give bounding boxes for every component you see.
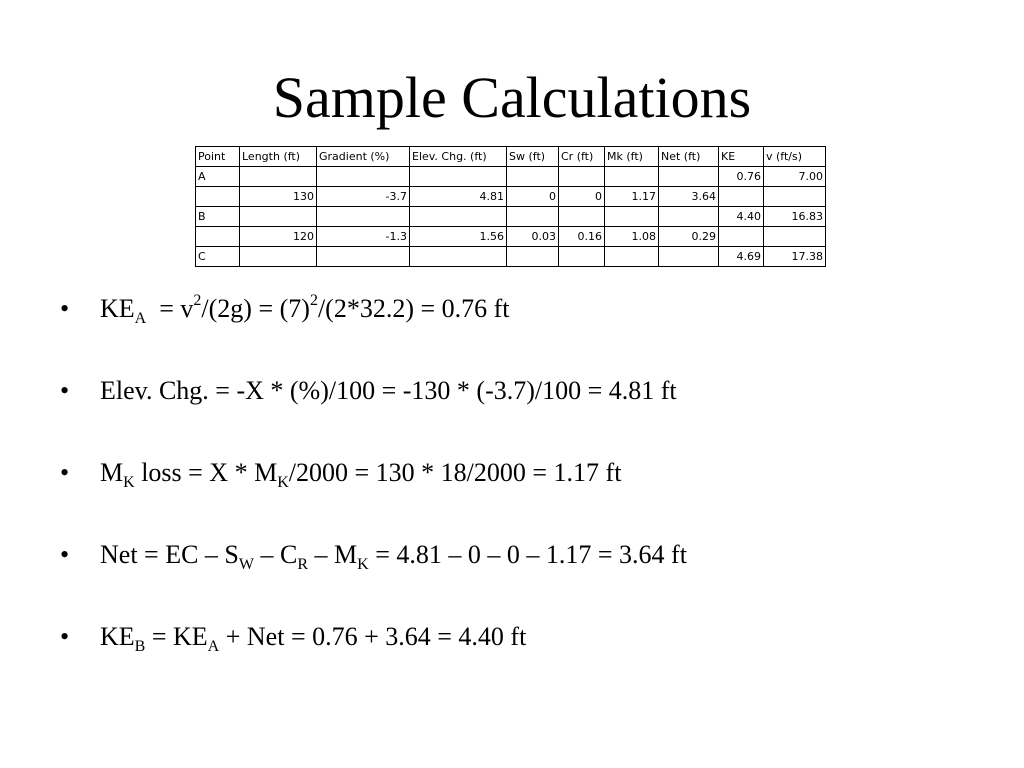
cell-length [240,207,317,227]
cell-velocity: 7.00 [764,167,826,187]
cell-ke [719,187,764,207]
header-mk: Mk (ft) [605,147,659,167]
table-row [196,227,826,247]
cell-ke: 4.40 [719,207,764,227]
cell-cr [559,167,605,187]
cell-sw [507,247,559,267]
header-sw: Sw (ft) [507,147,559,167]
bullet-text-part: = KE [145,622,208,651]
header-velocity: v (ft/s) [764,147,826,167]
bullet-item [60,372,687,454]
cell-elev-chg [410,167,507,187]
cell-velocity [764,187,826,207]
cell-sw: 0 [507,187,559,207]
bullet-supscript: 2 [309,292,318,309]
bullet-text-part: = 4.81 – 0 – 0 – 1.17 = 3.64 ft [368,540,687,569]
header-length: Length (ft) [240,147,317,167]
cell-mk: 1.08 [605,227,659,247]
bullet-subscript: B [134,638,146,655]
bullet-text [100,618,526,656]
bullet-list [60,290,687,700]
bullet-dot-icon: • [60,294,70,323]
cell-cr: 0 [559,187,605,207]
bullet-text-part: Elev. Chg. = -X * (%)/100 = -130 * (-3.7)/100 = 4.81 ft [100,376,677,405]
header-elev-chg: Elev. Chg. (ft) [410,147,507,167]
bullet-text-part: /(2*32.2) = 0.76 ft [317,294,510,323]
bullet-text-part: KE [100,622,135,651]
cell-cr [559,207,605,227]
cell-mk: 1.17 [605,187,659,207]
bullet-text [100,372,677,410]
cell-point: A [196,167,240,187]
cell-point: B [196,207,240,227]
bullet-dot-icon: • [60,458,70,487]
table-row [196,247,826,267]
cell-length [240,167,317,187]
cell-mk [605,167,659,187]
cell-point [196,187,240,207]
bullet-subscript: A [134,310,147,327]
bullet-text-part: /2000 = 130 * 18/2000 = 1.17 ft [288,458,622,487]
cell-ke [719,227,764,247]
cell-elev-chg: 1.56 [410,227,507,247]
table-row [196,187,826,207]
cell-net [659,167,719,187]
cell-net: 3.64 [659,187,719,207]
table-row [196,207,826,227]
bullet-text-part: + Net = 0.76 + 3.64 = 4.40 ft [219,622,527,651]
calculation-table [195,146,826,267]
bullet-subscript: R [297,556,309,573]
bullet-item [60,454,687,536]
cell-net [659,247,719,267]
cell-length: 120 [240,227,317,247]
bullet-text-part: /(2g) = (7) [201,294,310,323]
cell-sw: 0.03 [507,227,559,247]
bullet-text-part: – M [308,540,358,569]
cell-gradient [317,167,410,187]
bullet-text-part: = v [146,294,194,323]
bullet-item [60,618,687,700]
cell-gradient: -3.7 [317,187,410,207]
table-body [196,167,826,267]
bullet-text-part: KE [100,294,135,323]
cell-mk [605,207,659,227]
cell-length: 130 [240,187,317,207]
bullet-text [100,536,687,574]
header-gradient: Gradient (%) [317,147,410,167]
bullet-dot-icon: • [60,376,70,405]
bullet-item [60,290,687,372]
cell-ke: 4.69 [719,247,764,267]
bullet-text [100,454,621,492]
cell-gradient: -1.3 [317,227,410,247]
cell-velocity: 17.38 [764,247,826,267]
cell-elev-chg: 4.81 [410,187,507,207]
bullet-supscript: 2 [193,292,202,309]
cell-cr [559,247,605,267]
cell-velocity: 16.83 [764,207,826,227]
header-ke: KE [719,147,764,167]
cell-mk [605,247,659,267]
bullet-text [100,290,510,328]
cell-elev-chg [410,247,507,267]
bullet-dot-icon: • [60,622,70,651]
bullet-subscript: A [207,638,220,655]
cell-sw [507,207,559,227]
bullet-item [60,536,687,618]
cell-point: C [196,247,240,267]
cell-net [659,207,719,227]
cell-net: 0.29 [659,227,719,247]
cell-sw [507,167,559,187]
table-row [196,167,826,187]
slide-title: Sample Calculations [272,65,752,130]
bullet-text-part: loss = X * M [134,458,278,487]
cell-gradient [317,247,410,267]
header-point: Point [196,147,240,167]
table-header-row [196,147,826,167]
cell-point [196,227,240,247]
cell-gradient [317,207,410,227]
cell-elev-chg [410,207,507,227]
bullet-subscript: K [357,556,369,573]
bullet-subscript: W [238,556,254,573]
bullet-subscript: K [123,474,135,491]
header-net: Net (ft) [659,147,719,167]
header-cr: Cr (ft) [559,147,605,167]
bullet-text-part: – C [254,540,298,569]
cell-velocity [764,227,826,247]
bullet-text-part: M [100,458,124,487]
cell-cr: 0.16 [559,227,605,247]
bullet-text-part: Net = EC – S [100,540,239,569]
bullet-subscript: K [277,474,289,491]
bullet-dot-icon: • [60,540,70,569]
cell-length [240,247,317,267]
cell-ke: 0.76 [719,167,764,187]
